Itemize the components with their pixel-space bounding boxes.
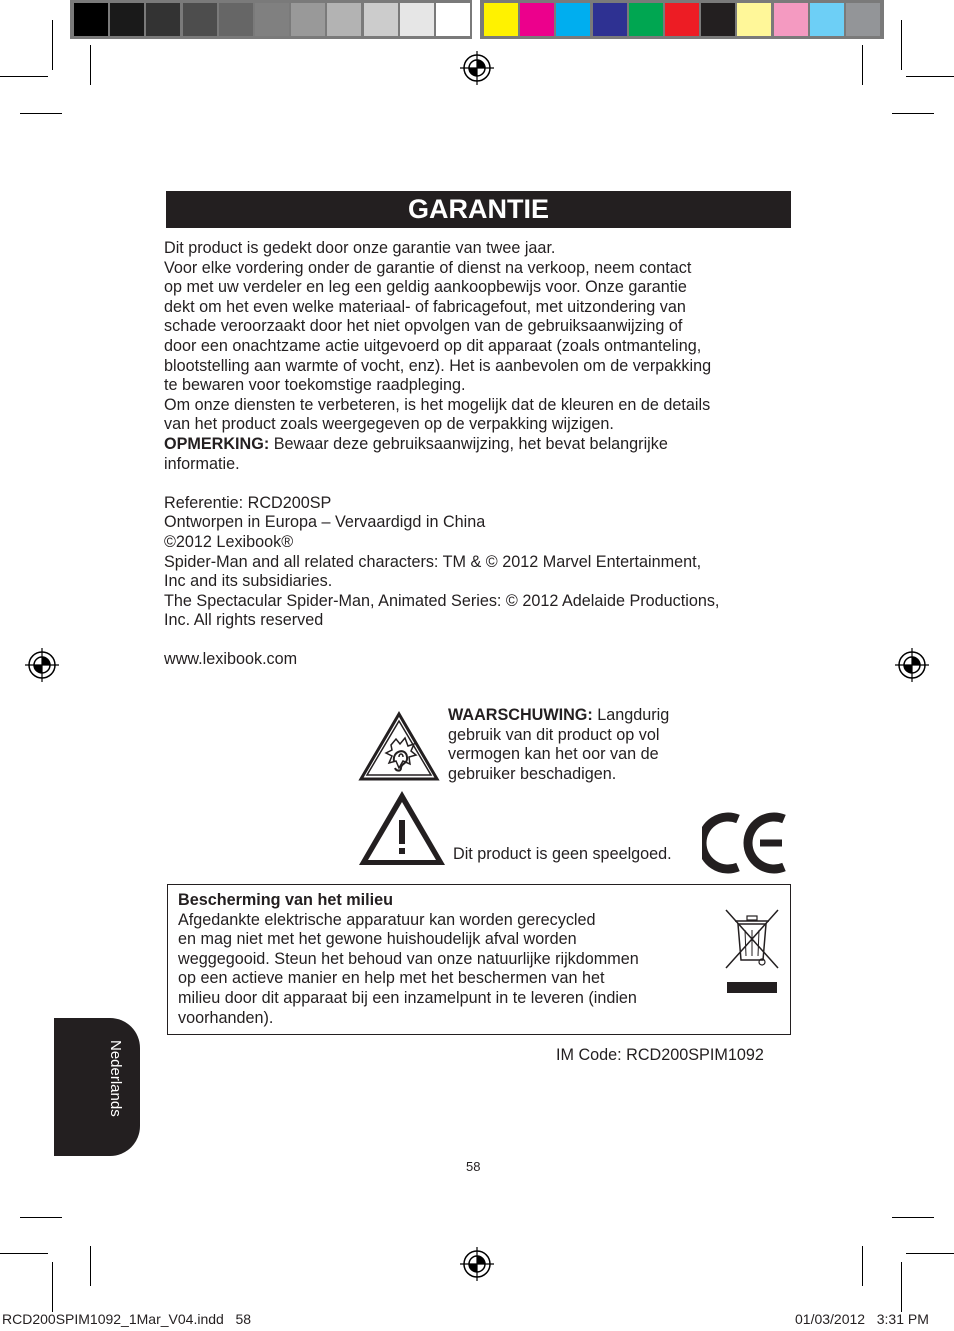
exclamation-warning-icon [356, 788, 448, 868]
footer-date: 01/03/2012 3:31 PM [795, 1311, 929, 1327]
color-swatch [737, 3, 771, 36]
gray-swatch [400, 3, 434, 36]
gray-swatch [74, 3, 108, 36]
warranty-line: blootstelling aan warmte of vocht, enz). Het is aanbevolen om de verpakking [164, 356, 712, 375]
note-text: Bewaar deze gebruiksaanwijzing, het bevat belangrijke [269, 434, 668, 453]
warranty-line: Om onze diensten te verbeteren, is het mogelijk dat de kleuren en de details [164, 395, 711, 414]
warranty-line: Dit product is gedekt door onze garantie van twee jaar. [164, 239, 556, 257]
im-code: IM Code: RCD200SPIM1092 [556, 1046, 764, 1064]
color-swatch [701, 3, 735, 36]
hearing-warning [448, 706, 708, 784]
gray-swatch [291, 3, 325, 36]
note-label: OPMERKING: [164, 434, 270, 453]
color-swatch [629, 3, 663, 36]
warning-text: vermogen kan het oor van de [448, 745, 659, 764]
warranty-line: op met uw verdeler en leg een geldig aankoopbewijs voor. Onze garantie [164, 278, 687, 297]
color-swatch [810, 3, 844, 36]
warranty-line: Voor elke vordering onder de garantie of dienst na verkoop, neem contact [164, 258, 692, 277]
ce-mark-icon [702, 811, 790, 875]
designed-text: Ontworpen in Europa – Vervaardigd in China [164, 513, 486, 532]
warranty-line: te bewaren voor toekomstige raadpleging. [164, 376, 466, 395]
gray-swatch [146, 3, 180, 36]
trademark-text: Spider-Man and all related characters: TM & © 2012 Marvel Entertainment, [164, 552, 702, 571]
language-tab-label: Nederlands [107, 1040, 124, 1117]
website-link[interactable]: www.lexibook.com [164, 650, 298, 669]
warning-text: gebruiker beschadigen. [448, 764, 617, 783]
section-title: GARANTIE [166, 191, 791, 228]
reference-text: Referentie: RCD200SP [164, 493, 332, 512]
gray-swatch [364, 3, 398, 36]
trademark-text: The Spectacular Spider-Man, Animated Series: © 2012 Adelaide Productions, [164, 591, 720, 610]
warning-label: WAARSCHUWING: [448, 706, 593, 724]
environment-line: milieu door dit apparaat bij een inzamelpunt in te leveren (indien [178, 988, 637, 1007]
gray-swatch [183, 3, 217, 36]
trademark-text: Inc and its subsidiaries. [164, 572, 333, 591]
warranty-text [164, 239, 794, 670]
color-swatch [665, 3, 699, 36]
footer-file: RCD200SPIM1092_1Mar_V04.indd 58 [2, 1311, 252, 1327]
color-swatch [520, 3, 554, 36]
warning-text: Langdurig [592, 706, 670, 724]
color-swatch [593, 3, 627, 36]
color-swatch [484, 3, 518, 36]
gray-swatch [327, 3, 361, 36]
color-swatch [846, 3, 880, 36]
trademark-text: Inc. All rights reserved [164, 611, 324, 630]
environment-line: voorhanden). [178, 1008, 274, 1027]
warranty-line: door een onachtzame actie uitgevoerd op dit apparaat (zoals ontmanteling, [164, 336, 702, 355]
crossed-bin-icon [722, 906, 782, 998]
gray-swatch [110, 3, 144, 36]
gray-swatch [219, 3, 253, 36]
warranty-line: dekt om het even welke materiaal- of fabricagefout, met uitzondering van [164, 297, 686, 316]
copyright-text: ©2012 Lexibook® [164, 532, 294, 551]
toy-notice: Dit product is geen speelgoed. [453, 845, 672, 863]
note-line [164, 435, 794, 455]
registration-mark-icon [895, 648, 929, 682]
environment-line: op een actieve manier en help met het beschermen van het [178, 969, 605, 988]
environment-heading: Bescherming van het milieu [178, 891, 393, 909]
warning-text: gebruik van dit product op vol [448, 725, 660, 744]
page-number: 58 [466, 1159, 481, 1174]
ear-warning-icon [358, 711, 440, 782]
environment-line: Afgedankte elektrische apparatuur kan worden gerecycled [178, 910, 596, 929]
registration-mark-icon [460, 1247, 494, 1281]
environment-line: en mag niet met het gewone huishoudelijk afval worden [178, 930, 577, 949]
color-swatch [556, 3, 590, 36]
environment-line: weggegooid. Steun het behoud van onze natuurlijke rijkdommen [178, 949, 639, 968]
registration-mark-icon [25, 648, 59, 682]
color-swatch [774, 3, 808, 36]
warranty-line: van het product zoals weergegeven op de verpakking wijzigen. [164, 415, 614, 434]
environment-text [178, 891, 698, 1028]
note-line: informatie. [164, 454, 240, 473]
color-calibration-bar [70, 0, 885, 40]
gray-swatch [255, 3, 289, 36]
gray-swatch [436, 3, 470, 36]
warranty-line: schade veroorzaakt door het niet opvolgen van de gebruiksaanwijzing of [164, 317, 683, 336]
registration-mark-icon [460, 51, 494, 85]
